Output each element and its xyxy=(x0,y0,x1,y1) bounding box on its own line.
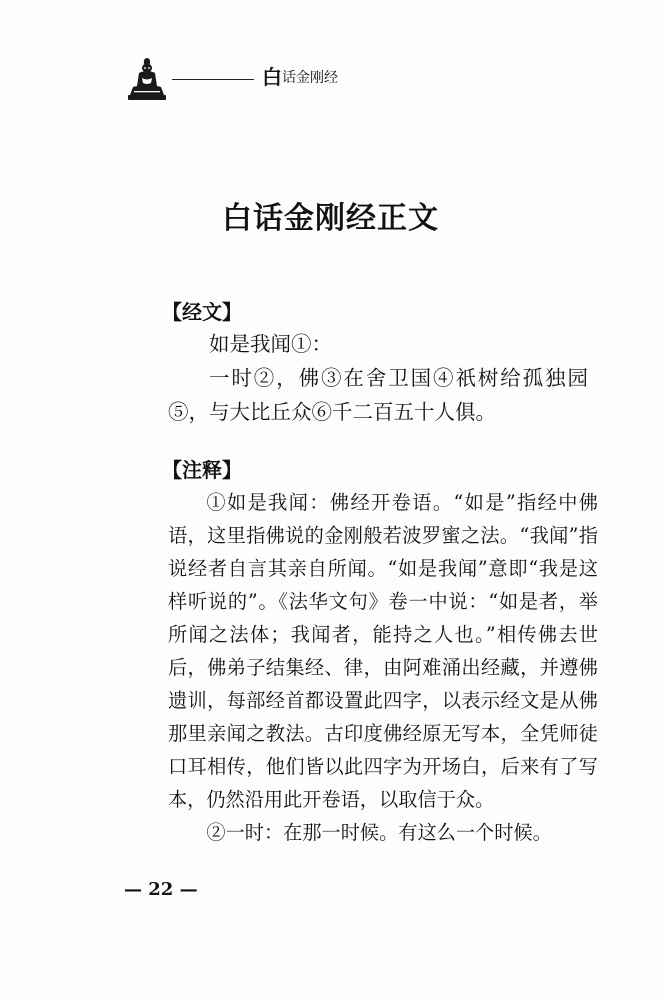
note-paragraph: ②一时：在那一时候。有这么一个时候。 xyxy=(206,821,552,844)
notes-section-heading: 【注释】 xyxy=(162,458,242,482)
header-rule xyxy=(172,79,254,80)
page-title: 白话金刚经正文 xyxy=(222,201,439,236)
header-title-first-char: 白 xyxy=(262,65,282,89)
running-header xyxy=(128,56,388,102)
sutra-paragraph: 一时②，佛③在舍卫国④祇树给孤独园⑤，与大比丘众⑥千二百五十人俱。 xyxy=(168,366,588,424)
seated-buddha-figure-icon xyxy=(128,56,166,102)
note-paragraph: ①如是我闻：佛经开卷语。“如是”指经中佛语，这里指佛说的金刚般若波罗蜜之法。“我闻”指说经者自言其亲自所闻。“如是我闻”意即“我是这样听说的”。《法华文句》卷一中说：“如是者，举所闻之法体；我闻者，能持之人也。”相传佛去世后，佛弟子结集经、律，由阿难涌出经藏，并遵佛遗训，每部经首都设置此四字，以表示经文是从佛那里亲闻之教法。古印度佛经原无写本，全凭师徒口耳相传，他们皆以此四字为开场白，后来有了写本，仍然沿用此开卷语，以取信于众。 xyxy=(168,491,598,811)
sutra-text xyxy=(168,327,588,429)
notes-text xyxy=(168,486,598,849)
sutra-paragraph: 如是我闻①： xyxy=(209,332,332,356)
running-header-title xyxy=(262,66,338,89)
sutra-section-heading: 【经文】 xyxy=(162,300,242,324)
page-number: — 22 — xyxy=(124,879,198,900)
header-title-rest: 话金刚经 xyxy=(282,70,338,86)
